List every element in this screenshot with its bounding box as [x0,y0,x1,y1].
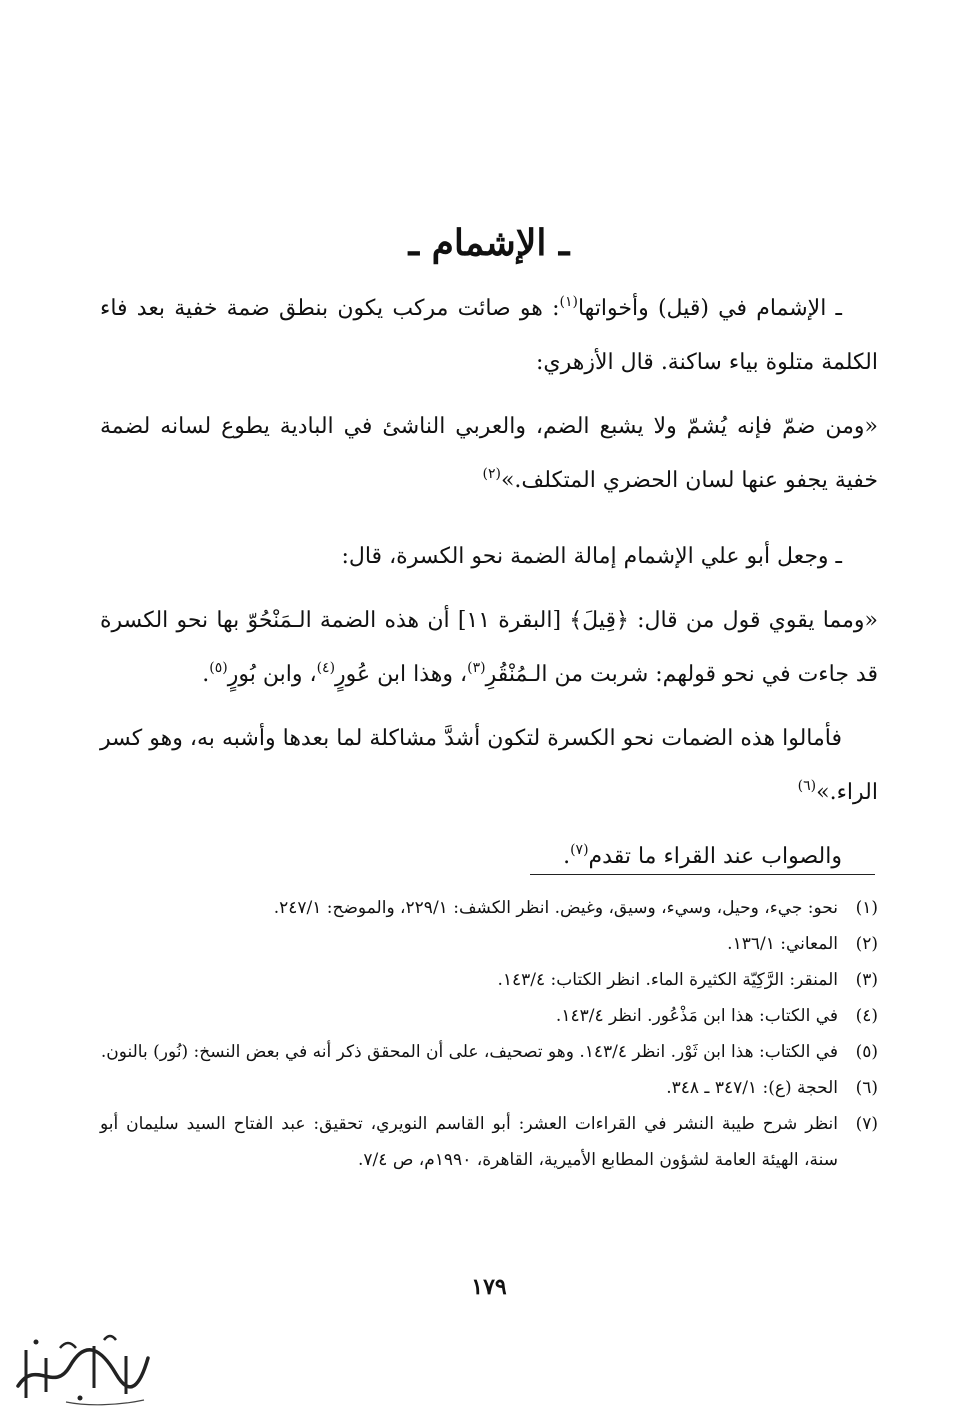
footnote-ref-4[interactable]: (٤) [316,660,336,676]
paragraph-1: ـ الإشمام في (قيل) وأخواتها$^{(١)}$: هو صائت مركب يكون بنطق ضمة خفية بعد فاء الكلمة متلوة بياء ساكنة. قال الأزهري: [100,294,878,375]
footnote-number: (٦) [855,1078,878,1098]
footnote-text: المعاني: ١٣٦/١. [727,934,838,954]
footnote-divider [530,874,875,875]
paragraph-3: ـ وجعل أبو علي الإشمام إمالة الضمة نحو الكسرة، قال: [341,544,842,569]
footnote-number: (٤) [855,1006,878,1026]
calligraphy-stamp-icon [6,1328,156,1408]
footnote-text: الحجة (ع): ٣٤٧/١ ـ ٣٤٨. [666,1078,838,1098]
footnote-text: في الكتاب: هذا ابن مَذْعُور. انظر ١٤٣/٤. [555,1006,838,1026]
footnote-7 [100,1106,878,1178]
footnote-ref-2[interactable]: (٢) [482,466,501,482]
footnote-ref-7[interactable]: (٧) [570,842,589,858]
footnote-2 [100,926,878,962]
footnote-ref-1[interactable]: (١) [559,294,578,310]
main-text [100,282,878,894]
paragraph-4-quote: «ومما يقوي قول من قال: ﴿قِيلَ﴾ [البقرة ١١] أن هذه الضمة الـمَنْحُوّ بها نحو الكسرة قد جاءت في نحو قولهم: شربت من الـمُنْقُرِ$^{(٣)}$، وهذا ابن عُورٍ$^{(٤)}$، وابن بُورٍ$^{(٥)}$. [100,608,878,687]
footnote-6 [100,1070,878,1106]
footnote-ref-6[interactable]: (٦) [797,778,817,794]
footnote-text: المنقر: الرَّكِيّة الكثيرة الماء. انظر الكتاب: ١٤٣/٤. [497,970,838,990]
footnote-number: (١) [855,898,878,918]
footnote-number: (٢) [855,934,878,954]
footnote-1 [100,890,878,926]
section-title: ـ الإشمام ـ [408,222,570,264]
paragraph-6: والصواب عند القراء ما تقدم$^{(٧)}$. [563,842,842,869]
footnote-4 [100,998,878,1034]
footnote-ref-5[interactable]: (٥) [209,660,228,676]
footnotes [100,890,878,1178]
calligraphy-stamp-icon [6,1328,156,1408]
footnote-3 [100,962,878,998]
footnote-text: في الكتاب: هذا ابن ثَوْر. انظر ١٤٣/٤. وهو تصحيف، على أن المحقق ذكر أنه في بعض النسخ: (نُور) بالنون. [100,1042,838,1062]
footnote-number: (٧) [855,1114,878,1134]
paragraph-2-quote: «ومن ضمّ فإنه يُشمّ ولا يشبع الضم، والعربي الناشئ في البادية يطوع لسانه لضمة خفية يجفو عنها لسان الحضري المتكلف.»$^{(٢)}$ [100,414,878,493]
footnote-number: (٣) [855,970,878,990]
footnote-ref-3[interactable]: (٣) [467,660,486,676]
footnote-text: نحو: جيء، وحيل، وسيء، وسيق، وغيض. انظر الكشف: ٢٢٩/١، والموضح: ٢٤٧/١. [273,898,838,918]
paragraph-5: فأمالوا هذه الضمات نحو الكسرة لتكون أشدَّ مشاكلة لما بعدها وأشبه به، وهو كسر الراء.»$^{(٦)}$ [100,726,878,805]
page-number: ١٧٩ [471,1274,507,1300]
footnote-5 [100,1034,878,1070]
footnote-text: انظر شرح طيبة النشر في القراءات العشر: أبو القاسم النويري، تحقيق: عبد الفتاح السيد سليمان أبو سنة، الهيئة العامة لشؤون المطابع الأميرية، القاهرة، ١٩٩٠م، ص ٧/٤. [100,1114,838,1170]
footnote-number: (٥) [855,1042,878,1062]
